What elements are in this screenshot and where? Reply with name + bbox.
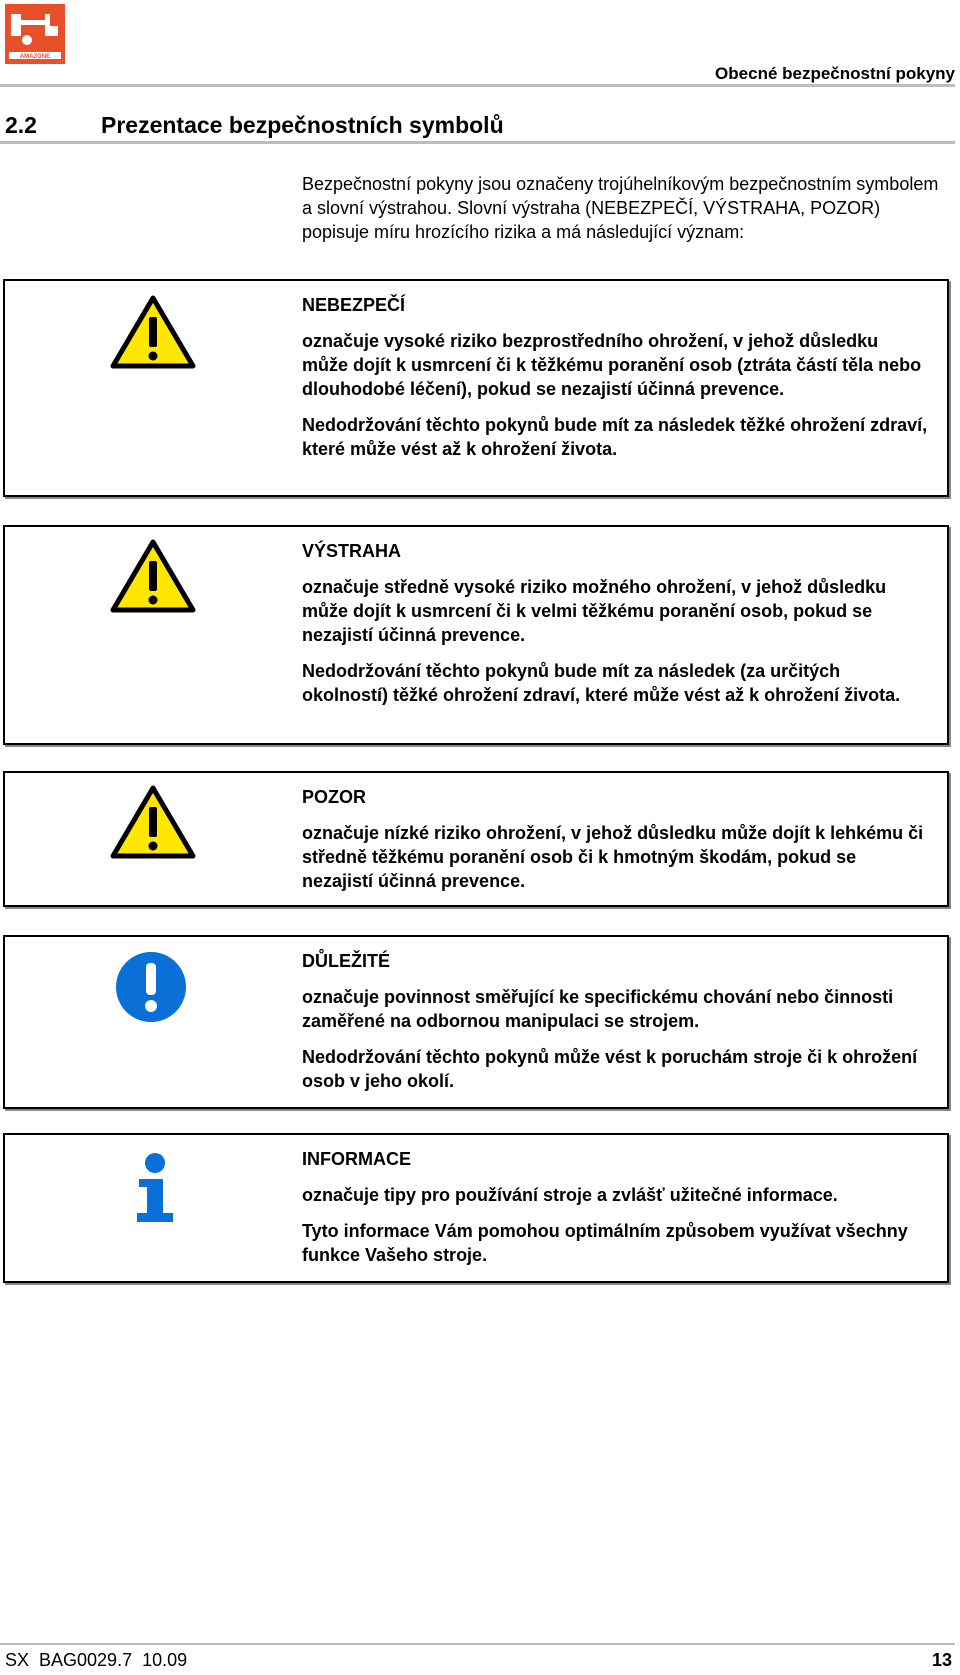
notice-information <box>3 1133 949 1283</box>
notice-consequence: Nedodržování těchto pokynů bude mít za následek (za určitých okolností) těžké ohrožení zdraví, které může vést až k ohrožení života. <box>302 661 901 705</box>
page-number: 13 <box>931 1650 952 1670</box>
notice-description: označuje povinnost směřující ke specifickému chování nebo činnosti zaměřené na odbornou manipulaci se strojem. <box>302 987 894 1031</box>
notice-caution <box>3 771 949 907</box>
section-number: 2.2 <box>5 112 37 138</box>
warning-triangle-icon <box>110 785 196 859</box>
notice-heading: INFORMACE <box>302 1149 411 1169</box>
section-divider <box>0 141 955 144</box>
notice-consequence: Nedodržování těchto pokynů bude mít za následek těžké ohrožení zdraví, které může vést až k ohrožení života. <box>302 415 928 459</box>
notice-heading: NEBEZPEČÍ <box>302 295 406 315</box>
notice-heading: POZOR <box>302 787 367 807</box>
notice-consequence: Nedodržování těchto pokynů může vést k poruchám stroje či k ohrožení osob v jeho okolí. <box>302 1047 918 1091</box>
warning-triangle-icon <box>110 539 196 613</box>
section-title: Prezentace bezpečnostních symbolů <box>101 112 504 138</box>
info-icon <box>135 1153 175 1223</box>
notice-description: označuje vysoké riziko bezprostředního ohrožení, v jehož důsledku může dojít k usmrcení či k těžkému poranění osob (ztráta částí těla nebo dlouhodobé léčení), pokud se nezajistí účinná prevence. <box>302 331 922 399</box>
notice-description: označuje tipy pro používání stroje a zvlášť užitečné informace. <box>302 1185 838 1205</box>
footer-divider <box>0 1643 955 1645</box>
notice-heading: VÝSTRAHA <box>302 541 402 561</box>
notice-danger <box>3 279 949 497</box>
notice-description: označuje nízké riziko ohrožení, v jehož důsledku může dojít k lehkému či středně těžkému poranění osob či k hmotným škodám, pokud se nezajistí účinná prevence. <box>302 823 924 891</box>
header-divider <box>0 84 955 87</box>
svg-text:AMAZONE: AMAZONE <box>19 54 51 60</box>
notice-important <box>3 935 949 1109</box>
notice-consequence: Tyto informace Vám pomohou optimálním způsobem využívat všechny funkce Vašeho stroje. <box>302 1221 908 1265</box>
amazone-logo <box>5 4 65 64</box>
intro-paragraph: Bezpečnostní pokyny jsou označeny trojúhelníkovým bezpečnostním symbolem a slovní výstrahou. Slovní výstraha (NEBEZPEČÍ, VÝSTRAHA, POZOR) popisuje míru hrozícího rizika a má následující význam: <box>302 174 939 242</box>
warning-triangle-icon <box>110 295 196 369</box>
notice-heading: DŮLEŽITÉ <box>302 951 390 971</box>
notice-warning <box>3 525 949 745</box>
important-circle-icon <box>115 951 187 1023</box>
notice-description: označuje středně vysoké riziko možného ohrožení, v jehož důsledku může dojít k usmrcení či k velmi těžkému poranění osob, pokud se nezajistí účinná prevence. <box>302 577 887 645</box>
running-header-title: Obecné bezpečnostní pokyny <box>715 64 955 83</box>
document-id: SX BAG0029.7 10.09 <box>5 1650 188 1670</box>
